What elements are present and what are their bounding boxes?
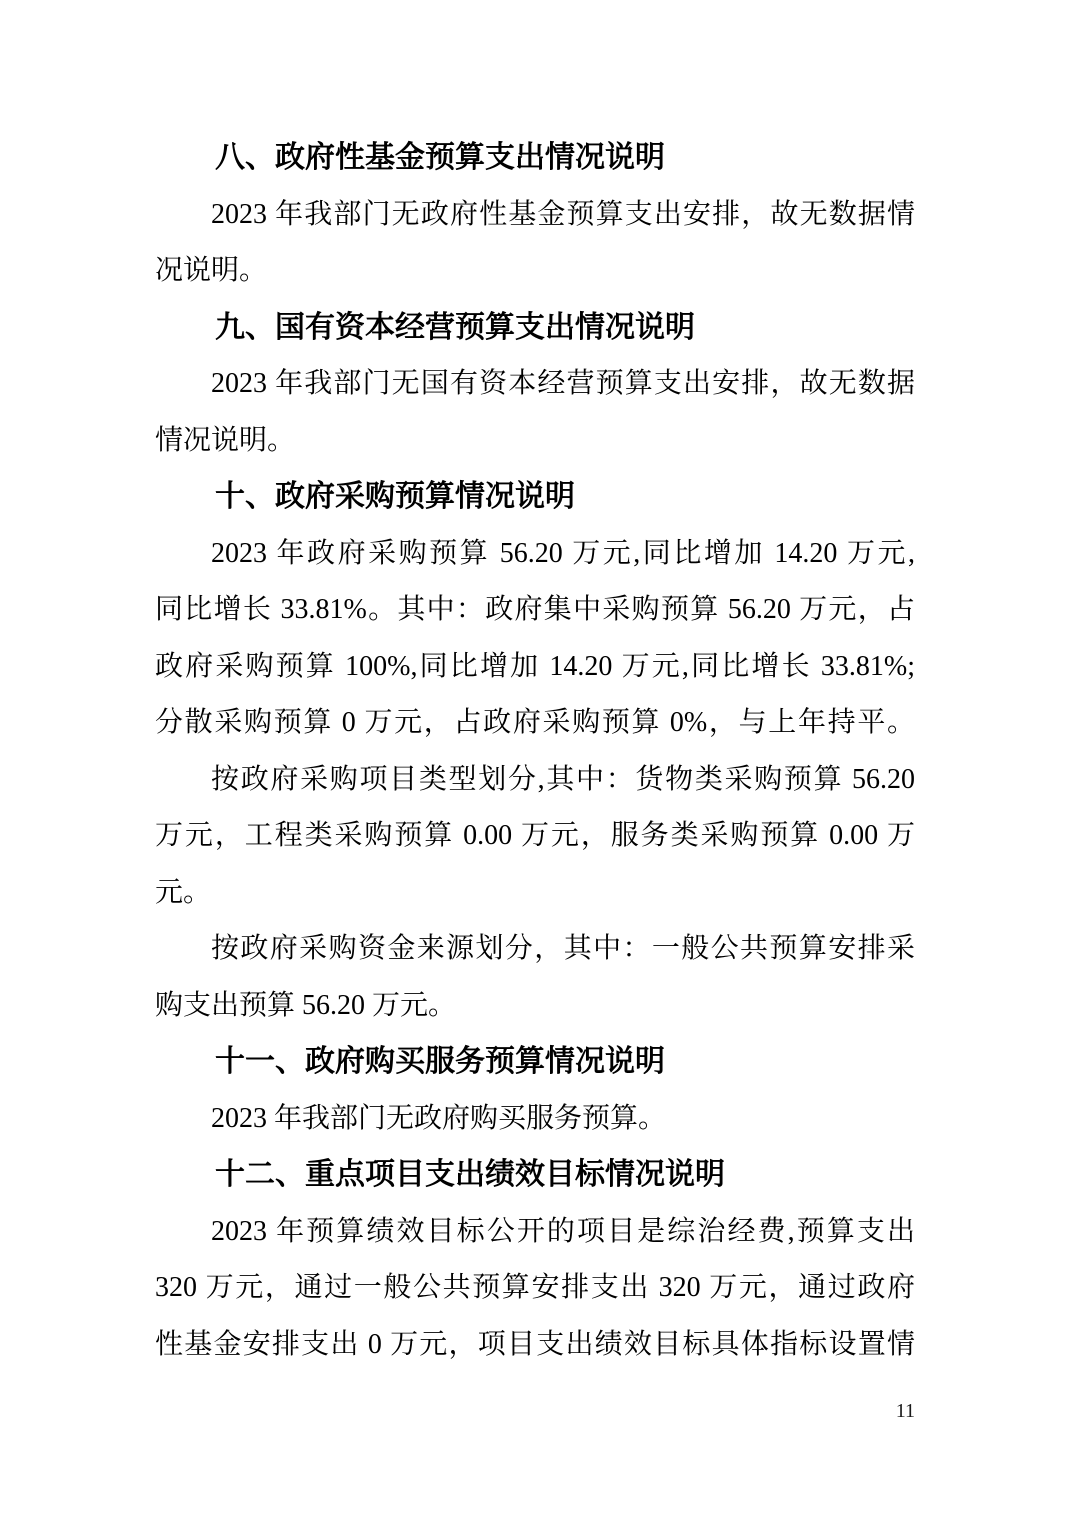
paragraph-line: 同比增长 33.81%。其中：政府集中采购预算 56.20 万元，占 [155, 594, 915, 625]
paragraph-line: 政府采购预算 100%,同比增加 14.20 万元,同比增长 33.81%; [155, 650, 915, 682]
paragraph-line: 性基金安排支出 0 万元，项目支出绩效目标具体指标设置情 [155, 1328, 915, 1360]
paragraph-line: 2023 年我部门无政府购买服务预算。 [211, 1102, 667, 1134]
paragraph-line: 元。 [155, 876, 212, 908]
section-heading-12: 十二、重点项目支出绩效目标情况说明 [215, 1158, 725, 1191]
paragraph-line: 况说明。 [155, 255, 268, 286]
paragraph-line: 万元，工程类采购预算 0.00 万元，服务类采购预算 0.00 万 [155, 820, 915, 851]
section-heading-10: 十、政府采购预算情况说明 [215, 480, 575, 513]
paragraph-line: 2023 年预算绩效目标公开的项目是综治经费,预算支出 [211, 1215, 915, 1247]
paragraph-line: 按政府采购项目类型划分,其中：货物类采购预算 56.20 [211, 763, 915, 795]
section-heading-9: 九、国有资本经营预算支出情况说明 [215, 310, 695, 344]
paragraph-line: 2023 年我部门无国有资本经营预算支出安排，故无数据 [211, 368, 915, 399]
paragraph-line: 按政府采购资金来源划分，其中：一般公共预算安排采 [211, 933, 915, 964]
paragraph-line: 320 万元，通过一般公共预算安排支出 320 万元，通过政府 [155, 1272, 915, 1303]
paragraph-line: 2023 年政府采购预算 56.20 万元,同比增加 14.20 万元, [211, 537, 915, 569]
section-heading-11: 十一、政府购买服务预算情况说明 [215, 1045, 665, 1078]
page-footer [896, 1400, 915, 1423]
paragraph-line: 分散采购预算 0 万元，占政府采购预算 0%，与上年持平。 [155, 707, 915, 738]
paragraph-line: 2023 年我部门无政府性基金预算支出安排，故无数据情 [211, 198, 915, 230]
paragraph-line: 购支出预算 56.20 万元。 [155, 989, 457, 1021]
section-heading-8: 八、政府性基金预算支出情况说明 [215, 141, 665, 174]
paragraph-line: 情况说明。 [155, 424, 296, 456]
page-number: 11 [895, 1400, 915, 1422]
document-content [155, 130, 915, 1373]
